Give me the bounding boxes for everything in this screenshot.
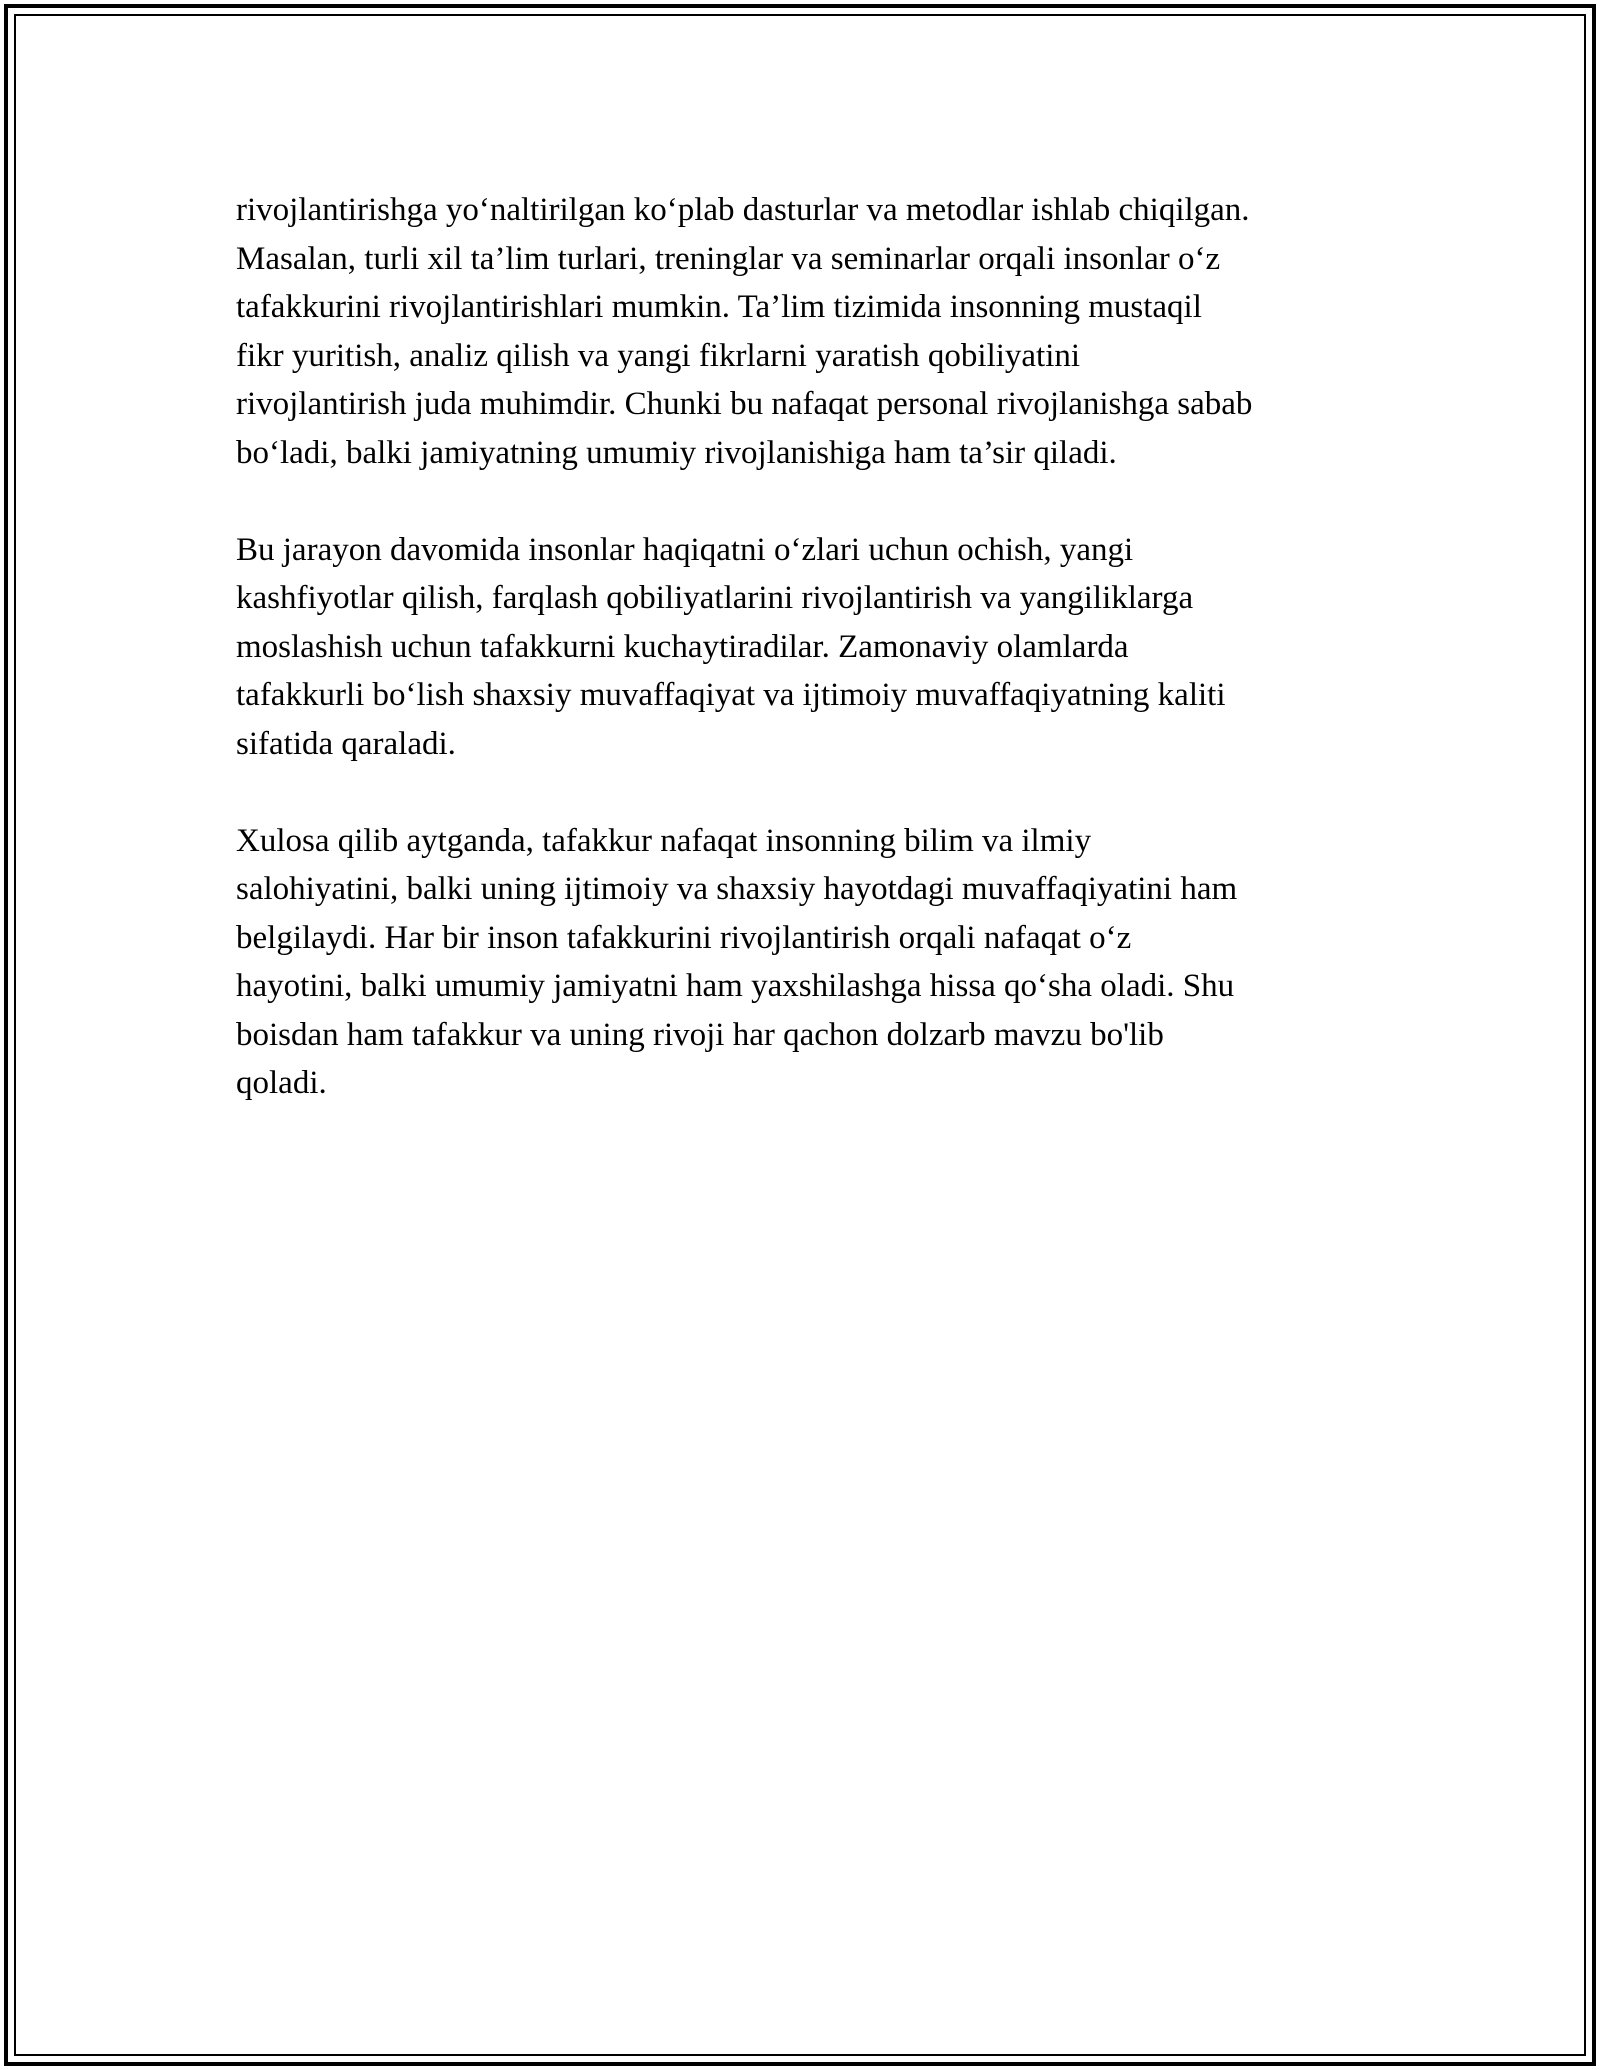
text-line: hayotini, balki umumiy jamiyatni ham yaxshilashga hissa qo‘sha oladi. Shu xyxy=(236,968,1235,1004)
paragraph-1 xyxy=(236,186,1366,477)
text-line: Xulosa qilib aytganda, tafakkur nafaqat insonning bilim va ilmiy xyxy=(236,822,1092,859)
text-line: Bu jarayon davomida insonlar haqiqatni o‘zlari uchun ochish, yangi xyxy=(236,531,1134,568)
paragraph-3 xyxy=(236,817,1366,1108)
text-line: fikr yuritish, analiz qilish va yangi fikrlarni yaratish qobiliyatini xyxy=(236,337,1081,374)
text-line: rivojlantirish juda muhimdir. Chunki bu nafaqat personal rivojlanishga sabab xyxy=(236,386,1253,422)
text-line: moslashish uchun tafakkurni kuchaytiradilar. Zamonaviy olamlarda xyxy=(236,628,1129,665)
text-line: boisdan ham tafakkur va uning rivoji har qachon dolzarb mavzu bo'lib xyxy=(236,1016,1164,1053)
text-line: qoladi. xyxy=(236,1065,327,1101)
text-line: kashfiyotlar qilish, farqlash qobiliyatlarini rivojlantirish va yangiliklarga xyxy=(236,580,1194,616)
text-line: salohiyatini, balki uning ijtimoiy va shaxsiy hayotdagi muvaffaqiyatini ham xyxy=(236,871,1238,907)
text-line: bo‘ladi, balki jamiyatning umumiy rivojlanishiga ham ta’sir qiladi. xyxy=(236,434,1117,471)
paragraph-2 xyxy=(236,526,1366,769)
text-line: sifatida qaraladi. xyxy=(236,725,456,762)
text-line: tafakkurini rivojlantirishlari mumkin. Ta’lim tizimida insonning mustaqil xyxy=(236,289,1202,325)
document-body xyxy=(236,186,1366,1156)
text-line: belgilaydi. Har bir inson tafakkurini rivojlantirish orqali nafaqat o‘z xyxy=(236,919,1132,956)
text-line: rivojlantirishga yo‘naltirilgan ko‘plab dasturlar va metodlar ishlab chiqilgan. xyxy=(236,192,1250,228)
text-line: tafakkurli bo‘lish shaxsiy muvaffaqiyat va ijtimoiy muvaffaqiyatning kaliti xyxy=(236,677,1226,713)
text-line: Masalan, turli xil ta’lim turlari, treninglar va seminarlar orqali insonlar o‘z xyxy=(236,240,1221,277)
